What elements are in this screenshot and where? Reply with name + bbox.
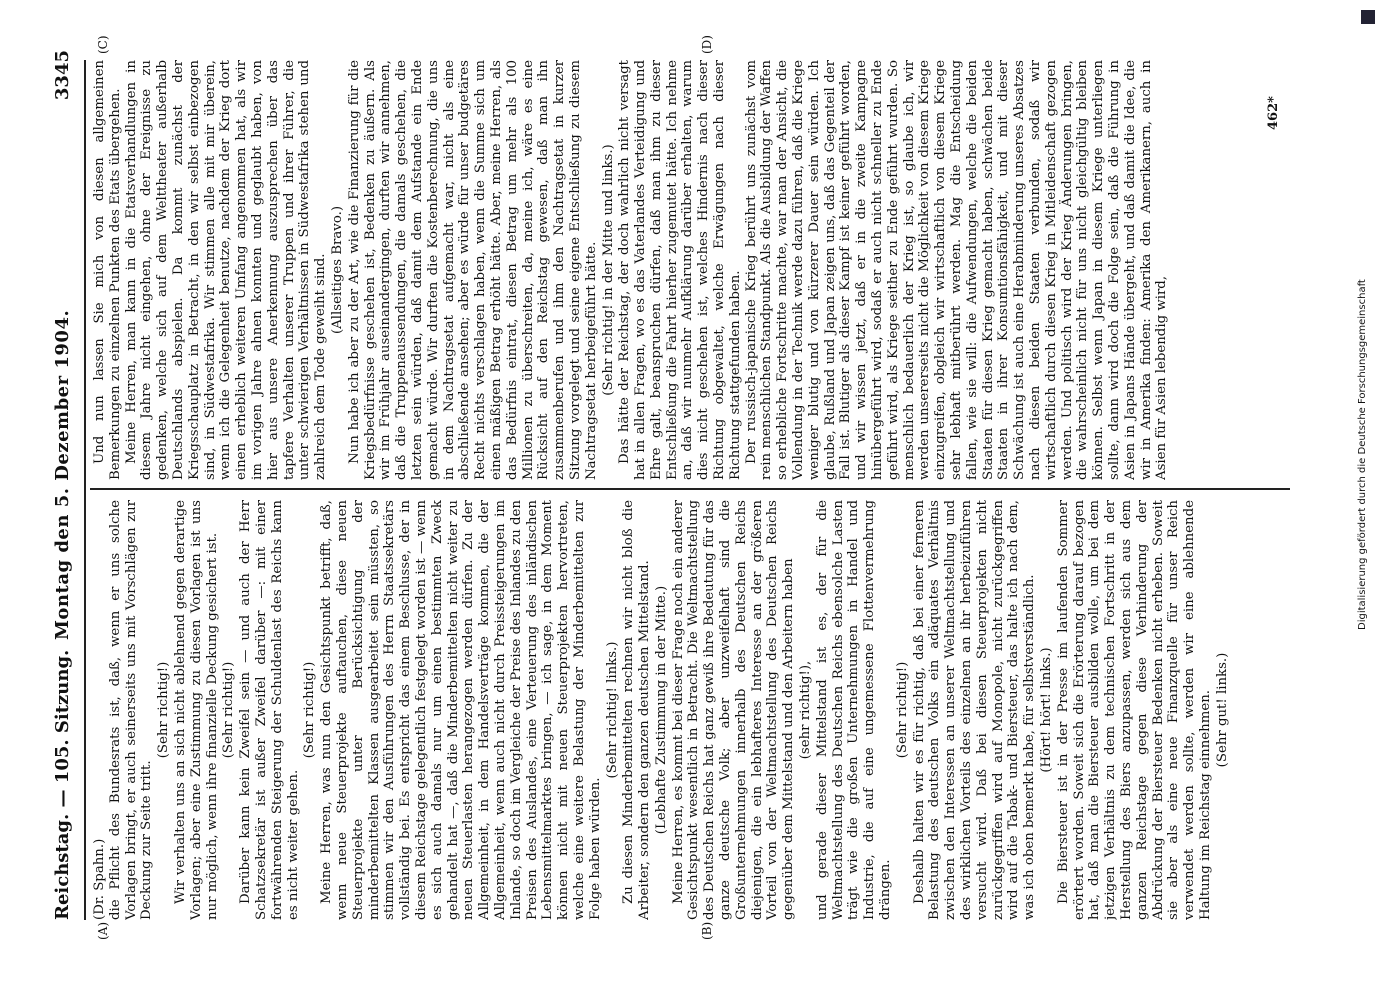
page-number: 3345 (52, 50, 73, 101)
interjection: (Sehr richtig!) (156, 661, 172, 759)
paragraph: Die Biersteuer ist in der Presse im laufenden Sommer erörtert worden. Soweit sich die Erörterung darauf bezogen hat, daß man die Biersteuer ausbilden wolle, um bei dem jetzigen Verhältnis zu dem technischen Fortschritt in der Herstellung des Biers anzupassen, werden sich aus dem ganzen Reichstage gegen diese Verhinderung der Abdrückung der Biersteuer Bedenken nicht erheben. Soweit sie aber als eine neue Finanzquelle für unser Reich verwendet werden sollte, werden wir eine ablehnende Haltung im Reichstag einnehmen. (1055, 500, 1213, 920)
right-column (92, 60, 1262, 480)
interjection: (Sehr richtig!) (221, 661, 237, 759)
paragraph: Meine Herren, was nun den Gesichtspunkt betrifft, daß, wenn neue Steuerprojekte auftauchen, diese neuen Steuerprojekte unter Berücksichtigung der minderbemittelten Klassen ausgearbeitet sein müssten, so stimmen wir den Ausführungen des Herrn Staatssekretärs vollständig bei. Es entspricht das einem Beschlusse, der in diesem Reichstage gelegentlich festgelegt worden ist — wenn es sich auch damals nur um einen bestimmten Zweck gehandelt hat —, daß die Minderbemittelten nicht weiter zu neuen Steuerlasten herangezogen werden dürfen. Zu der Allgemeinheit, in dem Handelsverträge kommen, die der Allgemeinheit, wenn auch nicht durch Preissteigerungen im Inlande, so doch im Vergleiche der Preise des Inlandes zu den Preisen des Auslandes, eine Verteuerung des inländischen Lebensmittelmarktes bringen, — ich sage, in dem Moment können nicht mit neuen Steuerprojekten hervortreten, welche eine weitere Belastung der Minderbemittelten zur Folge haben würden. (319, 500, 603, 920)
header-date: Montag den 5. Dezember 1904. (52, 309, 73, 640)
paragraph: und gerade dieser Mittelstand ist es, der für die Weltmachtstellung des Deutschen Reichs ebensolche Lasten trägt wie die großen Unternehmungen in Handel und Industrie, die auf eine ungemessene Flottenvermehrung drängen. (814, 500, 894, 920)
header-rule (84, 60, 86, 920)
interjection: (Sehr richtig!) (302, 661, 318, 759)
margin-marker-a: (A) (96, 921, 110, 940)
left-column (92, 500, 1262, 920)
interjection: (Sehr richtig!) (894, 661, 910, 759)
paragraph: Wir verhalten uns an sich nicht ablehnend gegen derartige Vorlagen; aber eine Zustimmung zu diesen Vorlagen ist uns nur möglich, wenn ihre finanzielle Deckung gesichert ist. (172, 500, 220, 920)
paragraph: Zu diesen Minderbemittelten rechnen wir nicht bloß die Arbeiter, sondern den ganzen deutschen Mittelstand. (621, 500, 653, 920)
dfg-logo (1361, 10, 1375, 24)
interjection: (Sehr richtig! in der Mitte und links.) (600, 144, 616, 396)
paragraph: Der russisch-japanische Krieg berührt uns zunächst vom rein menschlichen Standpunkt. Als die Ausbildung der Waffen so erhebliche Fortschritte machte, war man der Ansicht, die Vollendung in der Technik werde dazu führen, daß die Kriege weniger blutig und von kürzerer Dauer sein würden. Ich glaube, Rußland und Japan zeigen uns, daß das Gegenteil der Fall ist. Blutiger als dieser Kampf ist keiner geführt worden, und wir wissen jetzt, daß er in die zweite Kampagne hinübergeführt wird, sodaß er auch nicht schneller zu Ende geführt wird, als Kriege seither zu Ende geführt wurden. So menschlich bedauerlich der Krieg ist, so glaube ich, wir werden unsererseits nicht die Möglichkeit von diesem Kriege einzugreifen, obgleich wir wirtschaftlich von diesem Kriege sehr lebhaft mitberührt werden. Mag die Entscheidung fallen, wie sie will: die Aufwendungen, welche die beiden Staaten für diesen Krieg gemacht haben, schwächen beide Staaten in ihrer Konsumtionsfähigkeit, und mit dieser Schwächung ist auch eine Herabminderung unseres Absatzes nach diesen beiden Staaten verbunden, sodaß wir wirtschaftlich durch diesen Krieg in Mitleidenschaft gezogen werden. Und politisch wird der Krieg Änderungen bringen, die wahrscheinlich nicht für uns nicht gleichgültig bleiben können. Selbst wenn Japan in diesem Kriege unterliegen sollte, dann wird doch die Folge sein, daß die Führung in Asien in Japans Hände übergeht, und daß damit die Idee, die wir in Amerika finden: Amerika den Amerikanern, auch in Asien für Asien lebendig wird, (743, 60, 1170, 480)
paragraph: Darüber kann kein Zweifel sein — und auch der Herr Schatzsekretär ist außer Zweifel darüber —: mit einer fortwährenden Steigerung der Schuldenlast des Reichs kann es nicht weiter gehen. (238, 500, 301, 920)
margin-marker-d: (D) (700, 35, 714, 54)
column-divider (90, 488, 1290, 490)
interjection: (Allseitiges Bravo.) (329, 205, 345, 335)
paragraph: Deshalb halten wir es für richtig, daß bei einer ferneren Belastung des deutschen Volks ein adäquates Verhältnis zwischen den Interessen an unserer Weltmachtstellung und des wirklichen Vorteils des einzelnen an ihr herbeizuführen versucht wird. Daß bei diesen Steuerprojekten nicht zurückgegriffen wird auf Monopole, nicht zurückgegriffen wird auf die Tabak- und Biersteuer, das halte ich nach dem, was ich oben bemerkt habe, für selbstverständlich. (911, 500, 1038, 920)
interjection: (sehr richtig!), (798, 660, 814, 760)
interjection: (Sehr gut! links.) (1214, 652, 1230, 768)
signature-mark: 462* (1266, 96, 1281, 130)
paragraph: Das hätte der Reichstag, der doch wahrlich nicht versagt hat in allen Fragen, wo es das Vaterlandes Verteidigung und Ehre galt, beanspruchen dürfen, daß man ihm zu dieser Entschließung die Fahrt hierher zugemutet hätte. Ich nehme an, daß wir nunmehr Aufklärung darüber erhalten, warum dies nicht geschehen ist, welches Hindernis nach dieser Richtung obgewaltet, welche Erwägungen nach dieser Richtung stattgefunden haben. (617, 60, 743, 480)
paragraph: Nun habe ich aber zu der Art, wie die Finanzierung für die Kriegsbedürfnisse geschehen ist, Bedenken zu äußern. Als wir im Frühjahr auseinandergingen, durften wir annehmen, daß die Truppenaussendungen, die damals geschehen, die letzten sein würden, daß damit dem Aufstande ein Ende gemacht würde. Wir durften die Kostenberechnung, die uns in dem Nachtragsetat aufgemacht war, nicht als eine abschließende ansehen; aber es würde für unser budgetäres Recht nichts verschlagen haben, wenn die Summe sich um einen mäßigen Betrag erhöht hätte. Aber, meine Herren, als das Bedürfnis eintrat, diesen Betrag um mehr als 100 Millionen zu überschreiten, da, meine ich, wäre es eine Rücksicht auf den Reichstag gewesen, daß man ihn zusammenberufen und ihm den Nachtragsetat in kurzer Sitzung vorgelegt und seine eigene Entschließung zu diesem Nachtragsetat herbeigeführt hätte. (346, 60, 599, 480)
margin-marker-b: (B) (700, 921, 714, 940)
interjection: (Lebhafte Zustimmung in der Mitte.) (653, 585, 669, 835)
digitization-note: Digitalisierung gefördert durch die Deutsche Forschungsgemeinschaft (1357, 279, 1368, 630)
paragraph: die Pflicht des Bundesrats ist, daß, wenn er uns solche Vorlagen bringt, er auch seinerseits uns mit Vorschlägen zur Deckung zur Seite tritt. (107, 500, 155, 920)
paragraph: Und nun lassen Sie mich von diesen allgemeinen Bemerkungen zu einzelnen Punkten des Etats übergehen. (92, 60, 123, 480)
interjection: (Sehr richtig! links.) (604, 641, 620, 779)
margin-marker-c: (C) (96, 35, 110, 54)
page-header (52, 40, 82, 940)
interjection: (Hört! hört! links.) (1039, 647, 1055, 773)
header-left: Reichstag. — 105. Sitzung. (52, 649, 73, 920)
paragraph: Meine Herren, es kommt bei dieser Frage noch ein anderer Gesichtspunkt wesentlich in Betracht. Die Weltmachtstellung des Deutschen Reichs hat ganz gewiß ihre Bedeutung für das ganze deutsche Volk; aber unzweifelhaft sind die Großunternehmungen innerhalb des Deutschen Reichs diejenigen, die ein lebhafteres Interesse an der größeren Vorteil von der Weltmachtstellung des Deutschen Reichs gegenüber dem Mittelstand und den Arbeitern haben (670, 500, 797, 920)
paragraph: Meine Herren, man kann in die Etatsverhandlungen in diesem Jahre nicht eingehen, ohne der Ereignisse zu gedenken, welche sich auf dem Welttheater außerhalb Deutschlands abspielen. Da kommt zunächst der Kriegsschauplatz in Betracht, in den wir selbst einbezogen sind, in Südwestafrika. Wir stimmen alle mit mir überein, wenn ich die Gelegenheit benutze, nachdem der Krieg dort einen erheblich weiteren Umfang angenommen hat, als wir im vorigen Jahre ahnen konnten und geglaubt haben, von hier aus unsere Anerkennung auszusprechen über das tapfere Verhalten unserer Truppen und ihrer Führer, die unter schwierigen Verhältnissen in Südwestafrika stehen und zahlreich dem Tode geweiht sind. (123, 60, 329, 480)
speaker-name: (Dr. Spahn.) (92, 838, 107, 920)
